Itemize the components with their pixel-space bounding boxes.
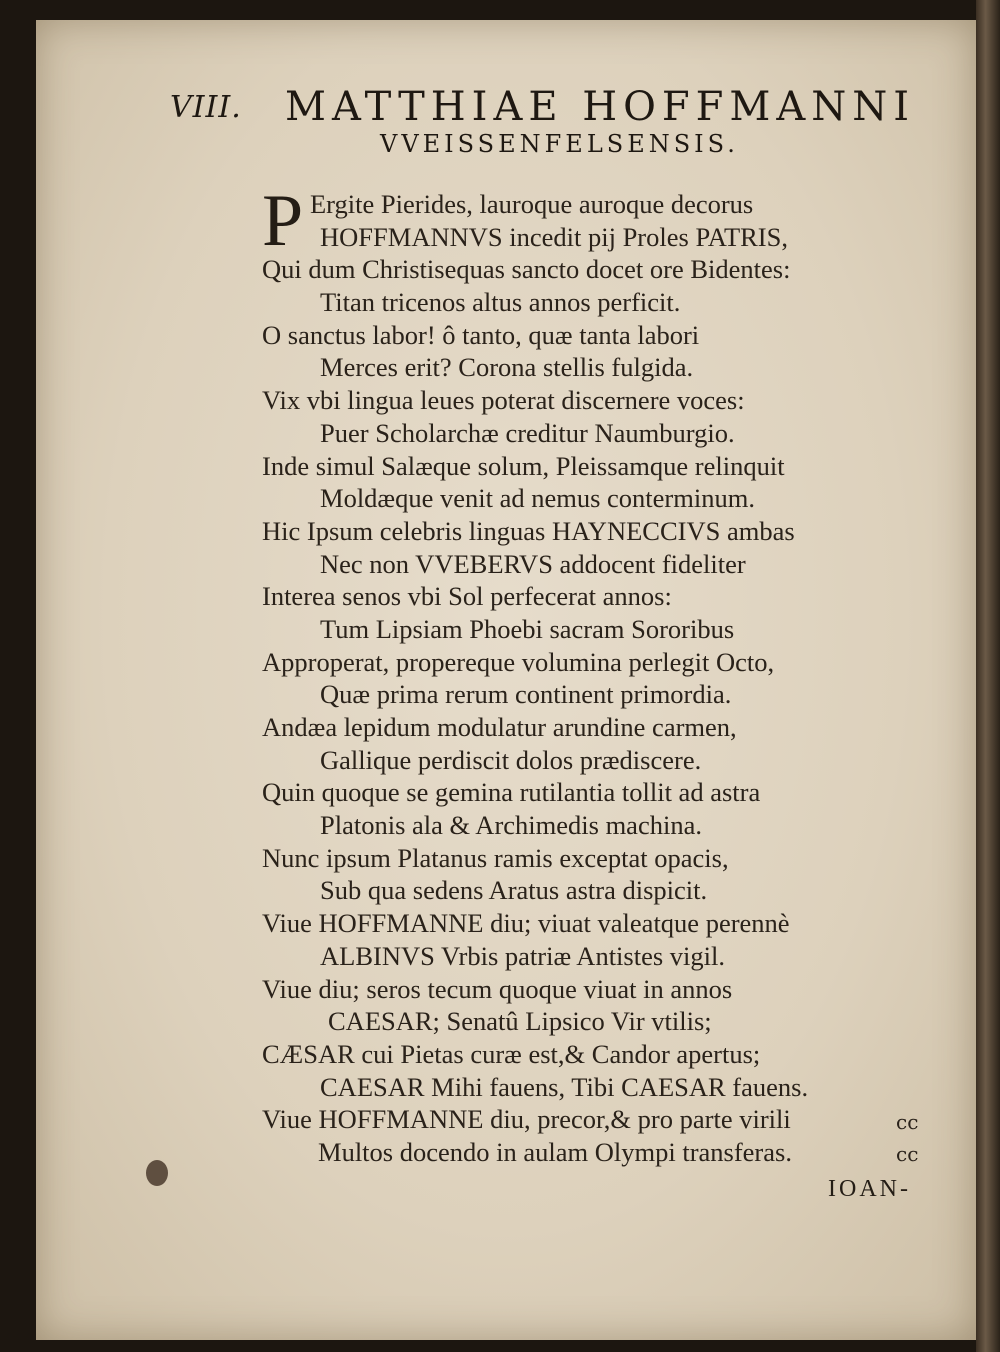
verse-line: Ergite Pierides, lauroque auroque decorus (310, 189, 754, 219)
verse-line: Nunc ipsum Platanus ramis exceptat opacis, (262, 842, 729, 873)
verse-line: Titan tricenos altus annos perficit. (320, 287, 681, 318)
verse-line: HOFFMANNVS incedit pij Proles PATRIS, (320, 221, 788, 252)
verse-line: Interea senos vbi Sol perfecerat annos: (262, 581, 672, 612)
verse-line: Andæa lepidum modulatur arundine carmen, (262, 712, 737, 742)
verse-line: Gallique perdiscit dolos prædiscere. (320, 744, 702, 775)
verse-line: CAESAR Mihi fauens, Tibi CAESAR fauens. (320, 1071, 809, 1102)
verse-line: Sub qua sedens Aratus astra dispicit. (320, 875, 708, 906)
verse-line: Tum Lipsiam Phoebi sacram Sororibus (320, 613, 735, 644)
verse-line: Puer Scholarchæ creditur Naumburgio. (320, 417, 735, 448)
running-title: MATTHIAE HOFFMANNI (285, 84, 916, 130)
folio-number: VIII. (170, 90, 242, 125)
catchword: IOAN- (828, 1176, 911, 1202)
page-header (170, 78, 930, 168)
verse-line: Qui dum Christisequas sancto docet ore Bidentes: (262, 254, 791, 285)
quotation-mark: cc (896, 1110, 919, 1134)
verse-line: Merces erit? Corona stellis fulgida. (320, 352, 694, 383)
verse-line: CAESAR; Senatû Lipsico Vir vtilis; (328, 1006, 712, 1037)
verse-line: Viue HOFFMANNE diu; viuat valeatque perennè (262, 908, 790, 939)
verse-line: Multos docendo in aulam Olympi transferas. (318, 1136, 792, 1167)
verse-line: O sanctus labor! ô tanto, quæ tanta labori (262, 319, 700, 350)
ink-blot (146, 1160, 168, 1186)
verse-line: Nec non VVEBERVS addocent fideliter (320, 548, 746, 579)
drop-capital: P (262, 180, 304, 262)
poem-body (262, 180, 902, 1169)
verse-line: Viue HOFFMANNE diu, precor,& pro parte virili (262, 1104, 791, 1135)
verse-line: Quin quoque se gemina rutilantia tollit ad astra (262, 777, 761, 808)
verse-line: Hic Ipsum celebris linguas HAYNECCIVS ambas (262, 515, 795, 546)
verse-line: Platonis ala & Archimedis machina. (320, 810, 702, 841)
verse-line: CÆSAR cui Pietas curæ est,& Candor apertus; (262, 1038, 761, 1069)
verse-line: Approperat, propereque volumina perlegit Octo, (262, 646, 775, 677)
verse-line: ALBINVS Vrbis patriæ Antistes vigil. (320, 940, 726, 971)
verse-line: Viue diu; seros tecum quoque viuat in annos (262, 973, 733, 1004)
verse-line: Vix vbi lingua leues poterat discernere voces: (262, 385, 745, 416)
verse-line: Quæ prima rerum continent primordia. (320, 679, 732, 710)
verse-line: Moldæque venit ad nemus conterminum. (320, 483, 755, 514)
verse-line: Inde simul Salæque solum, Pleissamque relinquit (262, 450, 785, 481)
running-subtitle: VVEISSENFELSENSIS. (380, 130, 739, 158)
book-spine-shadow (976, 0, 1000, 1352)
quotation-mark: cc (896, 1142, 919, 1166)
